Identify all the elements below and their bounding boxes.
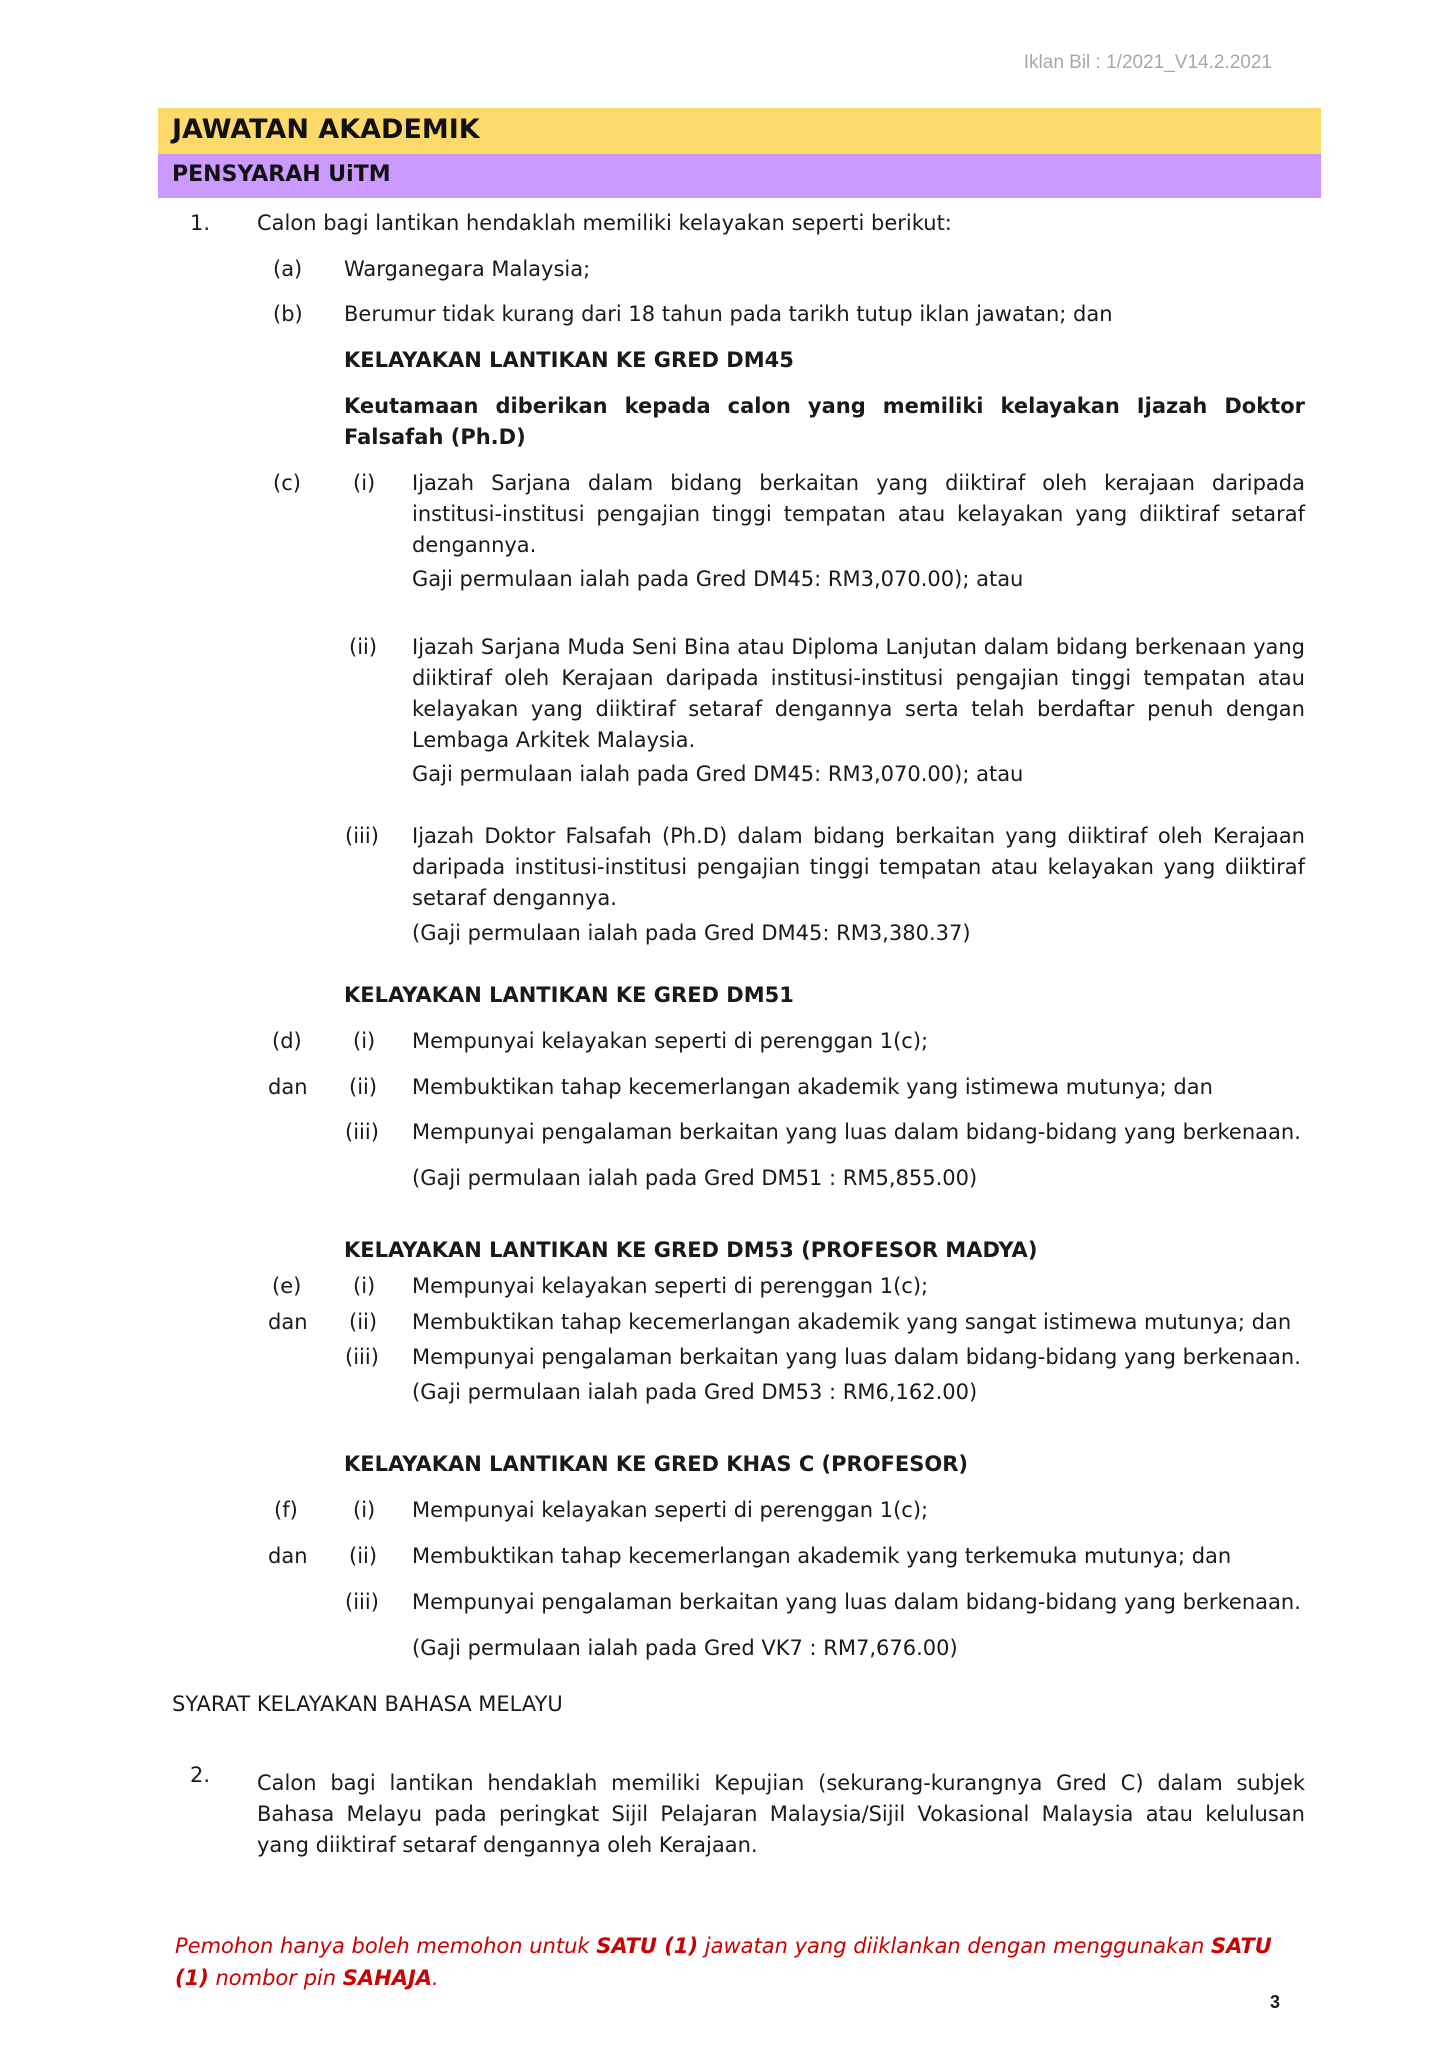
subitem-label: (iii) — [345, 1120, 379, 1144]
intro-text: Calon bagi lantikan hendaklah memiliki kelayakan seperti berikut: — [257, 211, 952, 235]
application-note — [175, 1930, 1305, 1994]
grade-heading: KELAYAKAN LANTIKAN KE GRED DM51 — [344, 983, 794, 1007]
banner-subtitle: PENSYARAH UiTM — [172, 162, 391, 187]
subitem-label: (ii) — [349, 635, 378, 659]
item-label: (f) — [274, 1498, 298, 1522]
conjunction: dan — [268, 1310, 308, 1334]
note-text: nombor pin — [208, 1966, 343, 1990]
subitem-label: (i) — [353, 471, 376, 495]
item-label: (a) — [273, 257, 303, 281]
grade-heading: KELAYAKAN LANTIKAN KE GRED DM53 (PROFESOR MADYA) — [344, 1238, 1038, 1262]
subitem-text: Mempunyai kelayakan seperti di perenggan 1(c); — [412, 1274, 929, 1298]
subitem-text: Mempunyai pengalaman berkaitan yang luas dalam bidang-bidang yang berkenaan. — [412, 1590, 1301, 1614]
section-banner — [158, 108, 1321, 154]
item-number: 2. — [190, 1763, 211, 1787]
salary-text: (Gaji permulaan ialah pada Gred DM51 : RM5,855.00) — [412, 1166, 978, 1190]
item-label: (b) — [273, 302, 303, 326]
salary-text: (Gaji permulaan ialah pada Gred DM53 : RM6,162.00) — [412, 1380, 978, 1404]
subitem-label: (i) — [353, 1498, 376, 1522]
salary-text: (Gaji permulaan ialah pada Gred DM45: RM3,380.37) — [412, 921, 971, 945]
subitem-text: Ijazah Doktor Falsafah (Ph.D) dalam bidang berkaitan yang diiktiraf oleh Kerajaan daripada institusi-institusi pengajian tinggi tempatan atau kelayakan yang diiktiraf setaraf dengannya. — [412, 824, 1305, 910]
subitem-label: (iii) — [345, 1590, 379, 1614]
salary-text: Gaji permulaan ialah pada Gred DM45: RM3,070.00); atau — [412, 762, 1024, 786]
section-heading: SYARAT KELAYAKAN BAHASA MELAYU — [172, 1692, 563, 1716]
subitem-text: Membuktikan tahap kecemerlangan akademik yang terkemuka mutunya; dan — [412, 1544, 1232, 1568]
preference-note: Keutamaan diberikan kepada calon yang memiliki kelayakan Ijazah Doktor Falsafah (Ph.D) — [344, 394, 1305, 449]
subitem-label: (iii) — [345, 1345, 379, 1369]
subitem-label: (ii) — [349, 1310, 378, 1334]
note-emphasis: SATU (1) — [175, 1934, 1272, 1990]
item-label: (e) — [272, 1274, 302, 1298]
item-label: (d) — [272, 1029, 302, 1053]
note-text: . — [432, 1966, 439, 1990]
subitem-label: (i) — [353, 1274, 376, 1298]
subitem-label: (ii) — [349, 1075, 378, 1099]
note-emphasis: SATU (1) — [596, 1934, 699, 1958]
subitem-text: Ijazah Sarjana Muda Seni Bina atau Diploma Lanjutan dalam bidang berkenaan yang diiktiraf oleh Kerajaan daripada institusi-institusi pengajian tinggi tempatan atau kelayakan yang diiktiraf setaraf dengannya serta telah berdaftar penuh dengan Lembaga Arkitek Malaysia. — [412, 635, 1305, 752]
grade-heading: KELAYAKAN LANTIKAN KE GRED KHAS C (PROFESOR) — [344, 1452, 968, 1476]
grade-heading: KELAYAKAN LANTIKAN KE GRED DM45 — [344, 348, 794, 372]
conjunction: dan — [268, 1075, 308, 1099]
subitem-text: Mempunyai kelayakan seperti di perenggan 1(c); — [412, 1029, 929, 1053]
note-text: Pemohon hanya boleh memohon untuk — [175, 1934, 597, 1958]
page-number: 3 — [1269, 1992, 1280, 2012]
item-label: (c) — [273, 471, 301, 495]
item-number: 1. — [190, 211, 211, 235]
subitem-label: (i) — [353, 1029, 376, 1053]
note-text: jawatan yang diiklankan dengan menggunakan — [698, 1934, 1212, 1958]
subitem-text: Mempunyai pengalaman berkaitan yang luas dalam bidang-bidang yang berkenaan. — [412, 1345, 1301, 1369]
item-text: Berumur tidak kurang dari 18 tahun pada tarikh tutup iklan jawatan; dan — [344, 302, 1113, 326]
salary-text: (Gaji permulaan ialah pada Gred VK7 : RM7,676.00) — [412, 1636, 958, 1660]
subsection-banner — [158, 154, 1321, 198]
note-emphasis: SAHAJA — [342, 1966, 433, 1990]
item-text: Warganegara Malaysia; — [344, 257, 591, 281]
bm-requirement-text: Calon bagi lantikan hendaklah memiliki Kepujian (sekurang-kurangnya Gred C) dalam subjek Bahasa Melayu pada peringkat Sijil Pelajaran Malaysia/Sijil Vokasional Malaysia atau kelulusan yang diiktiraf setaraf dengannya oleh Kerajaan. — [257, 1771, 1305, 1857]
salary-text: Gaji permulaan ialah pada Gred DM45: RM3,070.00); atau — [412, 567, 1024, 591]
conjunction: dan — [268, 1544, 308, 1568]
subitem-text: Mempunyai pengalaman berkaitan yang luas dalam bidang-bidang yang berkenaan. — [412, 1120, 1301, 1144]
subitem-text: Ijazah Sarjana dalam bidang berkaitan yang diiktiraf oleh kerajaan daripada institusi-institusi pengajian tinggi tempatan atau kelayakan yang diiktiraf setaraf dengannya. — [412, 471, 1305, 557]
subitem-text: Mempunyai kelayakan seperti di perenggan 1(c); — [412, 1498, 929, 1522]
subitem-text: Membuktikan tahap kecemerlangan akademik yang istimewa mutunya; dan — [412, 1075, 1213, 1099]
subitem-label: (ii) — [349, 1544, 378, 1568]
reference-number: Iklan Bil : 1/2021_V14.2.2021 — [1023, 52, 1272, 73]
banner-title: JAWATAN AKADEMIK — [172, 114, 480, 145]
subitem-text: Membuktikan tahap kecemerlangan akademik yang sangat istimewa mutunya; dan — [412, 1310, 1292, 1334]
subitem-label: (iii) — [345, 824, 379, 848]
